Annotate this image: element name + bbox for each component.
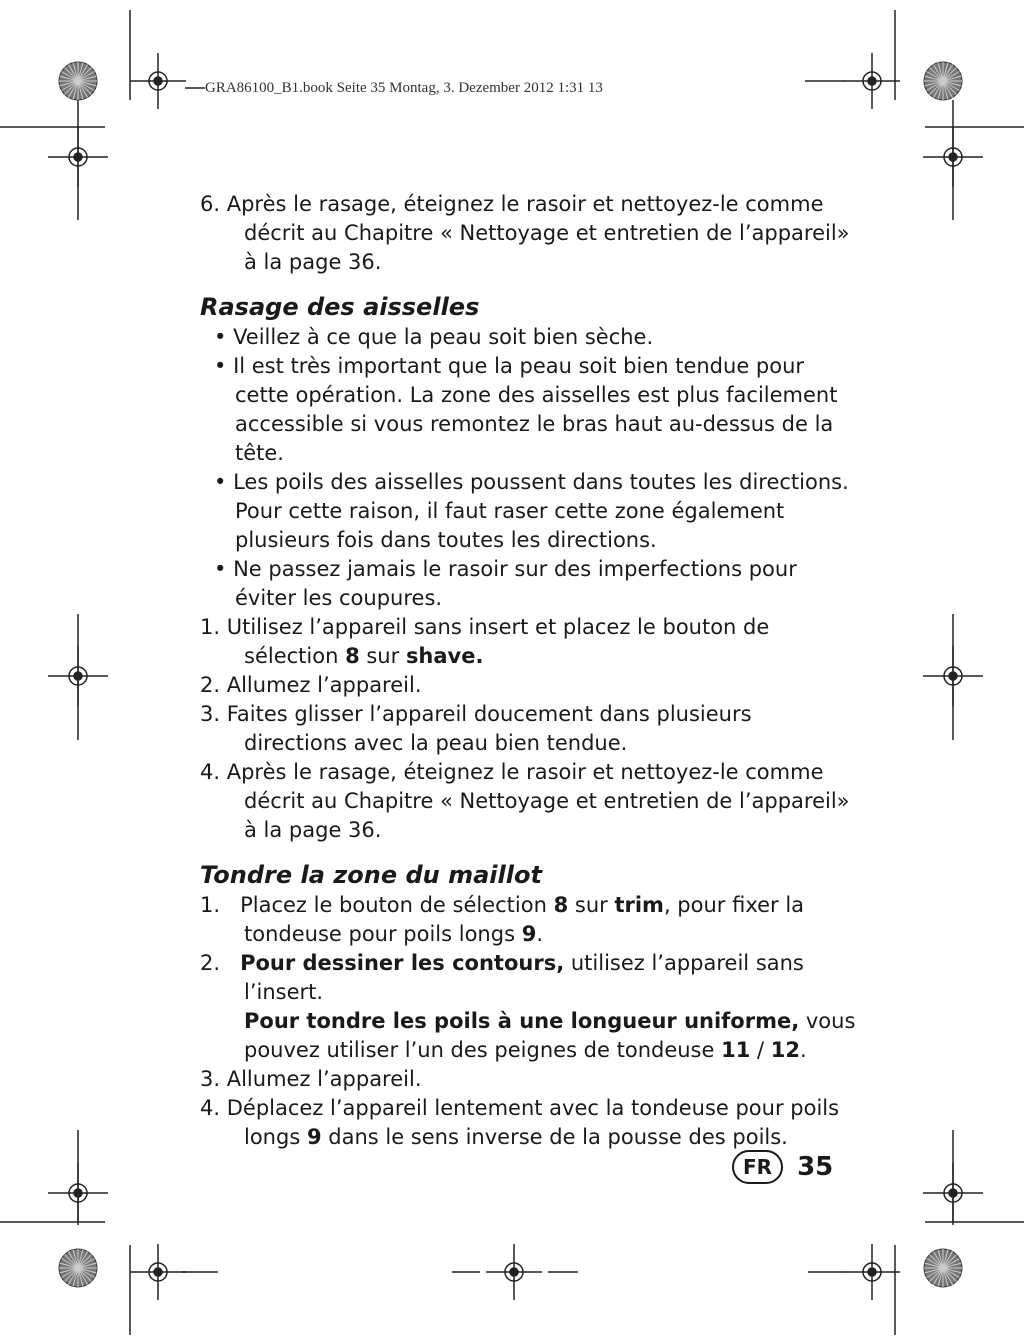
page-footer bbox=[732, 1147, 833, 1187]
bullet-item: • Les poils des aisselles poussent dans toutes les directions. Pour cette raison, il faut raser cette zone également plusieurs fois dans toutes les directions. bbox=[214, 470, 849, 552]
bullet-item: • Ne passez jamais le rasoir sur des imperfections pour éviter les coupures. bbox=[214, 557, 797, 610]
document-body bbox=[200, 190, 860, 1152]
step-number: 6. bbox=[200, 192, 221, 216]
step-subparagraph: Pour tondre les poils à une longueur uniforme, vous pouvez utiliser l’un des peignes de tondeuse 11 / 12. bbox=[244, 1009, 856, 1062]
intro-step bbox=[200, 190, 860, 277]
bullet-item: • Il est très important que la peau soit bien tendue pour cette opération. La zone des aisselles est plus facilement accessible si vous remontez le bras haut au-dessus de la tête. bbox=[214, 354, 838, 465]
section-title-aisselles: Rasage des aisselles bbox=[200, 293, 480, 321]
step-item: 2. Pour dessiner les contours, utilisez l’appareil sans l’insert. bbox=[200, 951, 804, 1004]
step-item: 1. Utilisez l’appareil sans insert et placez le bouton de sélection 8 sur shave. bbox=[200, 615, 770, 668]
step-item: 3. Faites glisser l’appareil doucement dans plusieurs directions avec la peau bien tendue. bbox=[200, 702, 752, 755]
step-item: 1. Placez le bouton de sélection 8 sur trim, pour fixer la tondeuse pour poils longs 9. bbox=[200, 893, 805, 946]
step-text: Après le rasage, éteignez le rasoir et nettoyez-le comme décrit au Chapitre « Nettoyage et entretien de l’appareil» à la page 36. bbox=[226, 192, 850, 274]
step-item: 4. Déplacez l’appareil lentement avec la tondeuse pour poils longs 9 dans le sens inverse de la pousse des poils. bbox=[200, 1096, 840, 1149]
page-number: 35 bbox=[797, 1152, 834, 1182]
step-item: 4. Après le rasage, éteignez le rasoir et nettoyez-le comme décrit au Chapitre « Nettoyage et entretien de l’appareil» à la page 36. bbox=[200, 760, 850, 842]
print-info-header: GRA86100_B1.book Seite 35 Montag, 3. Dezember 2012 1:31 13 bbox=[205, 80, 603, 96]
bullet-item: • Veillez à ce que la peau soit bien sèche. bbox=[214, 325, 654, 349]
step-item: 3. Allumez l’appareil. bbox=[200, 1067, 422, 1091]
language-badge: FR bbox=[732, 1150, 783, 1184]
step-item: 2. Allumez l’appareil. bbox=[200, 673, 422, 697]
section-title-maillot: Tondre la zone du maillot bbox=[200, 861, 542, 889]
